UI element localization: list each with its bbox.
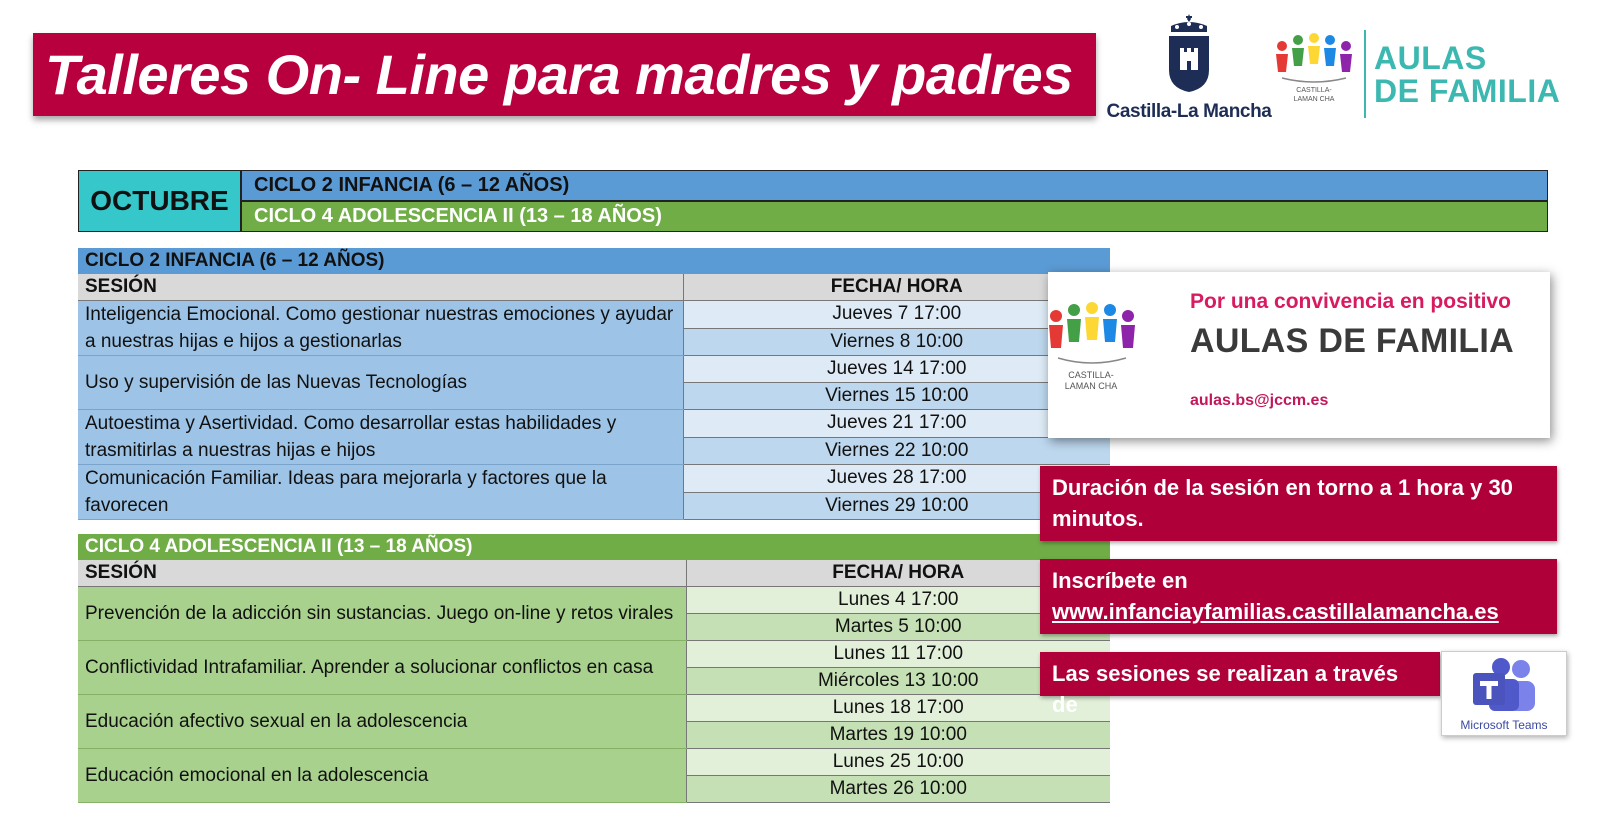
table-row <box>78 695 1110 722</box>
session-date: Martes 5 10:00 <box>686 614 1110 641</box>
col-header-session: SESIÓN <box>78 274 683 301</box>
platform-info: Las sesiones se realizan a través de <box>1040 652 1440 696</box>
table-row <box>78 587 1110 614</box>
promo-logo-sub: CASTILLA-LAMAN CHA <box>1064 370 1118 391</box>
table-title: CICLO 4 ADOLESCENCIA II (13 – 18 AÑOS) <box>78 534 1110 560</box>
month-row-infancia: CICLO 2 INFANCIA (6 – 12 AÑOS) <box>241 170 1548 201</box>
table-row <box>78 749 1110 776</box>
duration-info: Duración de la sesión en torno a 1 hora y 30 minutos. <box>1040 466 1557 541</box>
promo-card <box>1048 272 1550 438</box>
table-title: CICLO 2 INFANCIA (6 – 12 AÑOS) <box>78 248 1110 274</box>
session-date: Lunes 4 17:00 <box>686 587 1110 614</box>
session-date: Martes 26 10:00 <box>686 776 1110 803</box>
session-name: Educación afectivo sexual en la adolescencia <box>78 695 686 749</box>
schedule-table-infancia <box>78 248 1110 520</box>
session-date: Jueves 7 17:00 <box>683 301 1110 329</box>
session-date: Lunes 11 17:00 <box>686 641 1110 668</box>
promo-title: AULAS DE FAMILIA <box>1190 322 1515 360</box>
session-date: Jueves 21 17:00 <box>683 410 1110 438</box>
session-date: Viernes 15 10:00 <box>683 383 1110 410</box>
session-name: Autoestima y Asertividad. Como desarrollar estas habilidades y trasmitirlas a nuestras hijas e hijos <box>78 410 683 465</box>
signup-info <box>1040 559 1557 634</box>
teams-label: Microsoft Teams <box>1460 718 1548 732</box>
session-name: Comunicación Familiar. Ideas para mejorarla y factores que la favorecen <box>78 465 683 520</box>
table-row <box>78 410 1110 438</box>
session-date: Jueves 28 17:00 <box>683 465 1110 493</box>
schedule-table-adolescencia <box>78 534 1110 803</box>
session-date: Martes 19 10:00 <box>686 722 1110 749</box>
session-date: Lunes 18 17:00 <box>686 695 1110 722</box>
page-title: Talleres On- Line para madres y padres <box>45 43 1073 106</box>
clm-logo <box>1104 14 1274 124</box>
session-name: Conflictividad Intrafamiliar. Aprender a solucionar conflictos en casa <box>78 641 686 695</box>
aulas-logo <box>1266 20 1586 125</box>
table-row <box>78 301 1110 329</box>
table-row <box>78 356 1110 383</box>
table-row <box>78 465 1110 493</box>
month-label: OCTUBRE <box>78 170 241 232</box>
col-header-date: FECHA/ HORA <box>686 560 1110 587</box>
aulas-family-logo-icon <box>1268 24 1358 90</box>
month-row-adolescencia: CICLO 4 ADOLESCENCIA II (13 – 18 AÑOS) <box>241 201 1548 232</box>
clm-logo-text: Castilla-La Mancha <box>1106 101 1272 122</box>
session-date: Miércoles 13 10:00 <box>686 668 1110 695</box>
aulas-divider <box>1364 30 1366 118</box>
table-row <box>78 641 1110 668</box>
title-banner <box>33 33 1096 116</box>
clm-crest-icon <box>1163 14 1215 94</box>
session-name: Uso y supervisión de las Nuevas Tecnologías <box>78 356 683 410</box>
session-name: Inteligencia Emocional. Como gestionar nuestras emociones y ayudar a nuestras hijas e hijos a gestionarlas <box>78 301 683 356</box>
aulas-logo-sub: CASTILLA-LAMAN CHA <box>1293 87 1335 103</box>
session-date: Jueves 14 17:00 <box>683 356 1110 383</box>
promo-email-link[interactable]: aulas.bs@jccm.es <box>1190 392 1329 409</box>
session-date: Lunes 25 10:00 <box>686 749 1110 776</box>
promo-tagline: Por una convivencia en positivo <box>1190 290 1511 313</box>
teams-logo <box>1441 651 1567 736</box>
session-date: Viernes 8 10:00 <box>683 328 1110 356</box>
col-header-date: FECHA/ HORA <box>683 274 1110 301</box>
aulas-word-1: AULAS <box>1374 40 1487 76</box>
col-header-session: SESIÓN <box>78 560 686 587</box>
session-date: Viernes 29 10:00 <box>683 492 1110 520</box>
microsoft-teams-icon <box>1469 657 1541 715</box>
session-name: Prevención de la adicción sin sustancias. Juego on-line y retos virales <box>78 587 686 641</box>
signup-prefix: Inscríbete en <box>1052 568 1188 593</box>
session-date: Viernes 22 10:00 <box>683 437 1110 465</box>
signup-link[interactable]: www.infanciayfamilias.castillalamancha.es <box>1052 599 1499 624</box>
session-name: Educación emocional en la adolescencia <box>78 749 686 803</box>
aulas-word-2: DE FAMILIA <box>1374 73 1561 109</box>
